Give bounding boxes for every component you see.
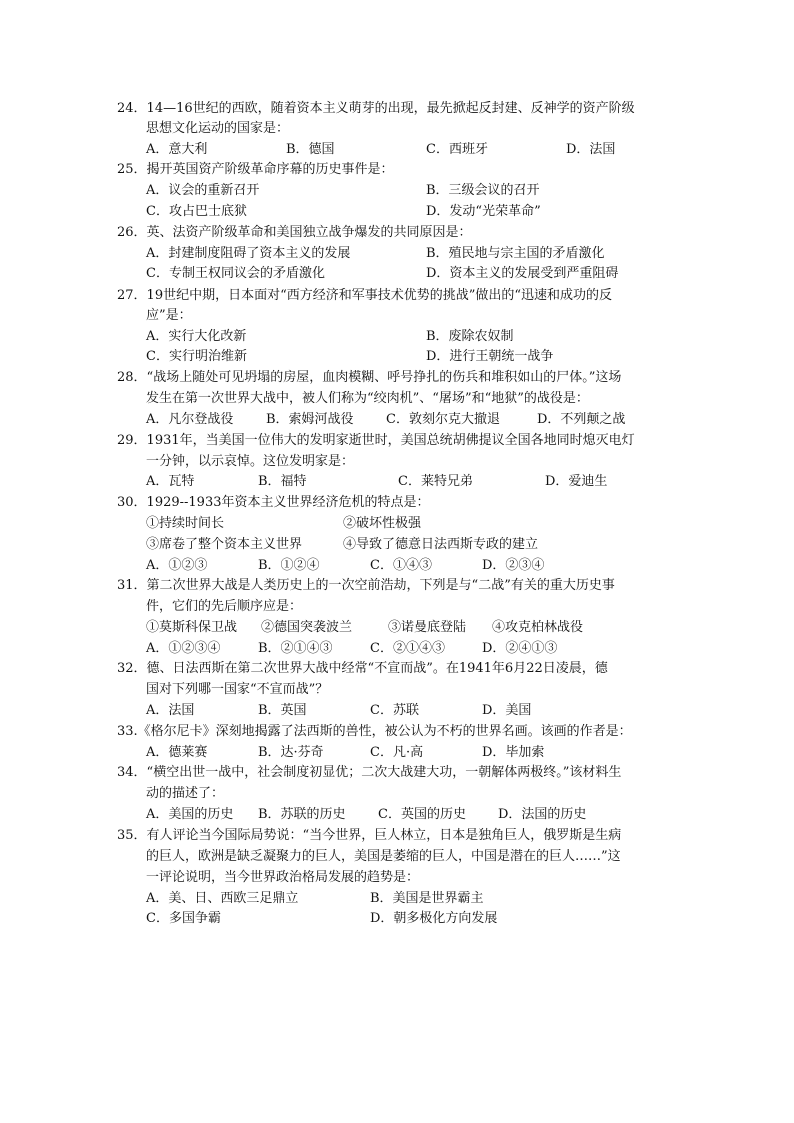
statement-3: ③席卷了整个资本主义世界 [146, 537, 303, 552]
option-c: C．西班牙 [426, 142, 488, 157]
option-b: B．福特 [258, 474, 307, 489]
option-b: B．②①④③ [258, 641, 333, 656]
option-d: D．毕加索 [482, 745, 545, 760]
option-a: A．美国的历史 [146, 807, 234, 822]
question-25-text: 25．揭开英国资产阶级革命序幕的历史事件是： [117, 162, 394, 177]
question-34-text: 动的描述了： [146, 786, 225, 801]
option-c: C．攻占巴士底狱 [146, 204, 247, 219]
question-27-text: 应”是： [146, 308, 192, 323]
option-d: D．发动“光荣革命” [426, 204, 541, 219]
question-24-text: 思想文化运动的国家是： [146, 121, 290, 136]
question-27-options [146, 327, 706, 347]
question-33-options [146, 743, 706, 763]
question-24-text: 24．14—16世纪的西欧，随着资本主义萌芽的出现，最先掀起反封建、反神学的资产阶级 [117, 101, 635, 116]
option-b: B．三级会议的召开 [426, 183, 540, 198]
option-d: D．不列颠之战 [537, 412, 626, 427]
option-a: A．意大利 [146, 142, 208, 157]
question-28-text: 28．“战场上随处可见坍塌的房屋，血肉模糊、呼号挣扎的伤兵和堆积如山的尸体。”这场 [117, 370, 622, 385]
option-c: C．专制王权同议会的矛盾激化 [146, 266, 325, 281]
question-29-text: 一分钟，以示哀悼。这位发明家是： [146, 454, 355, 469]
question-26-text: 26．英、法资产阶级革命和美国独立战争爆发的共同原因是： [117, 225, 472, 240]
option-b: B．苏联的历史 [258, 807, 346, 822]
question-35-options [146, 889, 706, 909]
question-34-text: 34．“横空出世一战中，社会制度初显优；二次大战建大功，一朝解体两极终。”该材料生 [117, 765, 622, 780]
option-a: A．实行大化改新 [146, 329, 247, 344]
option-c: C．①④③ [370, 558, 432, 573]
question-33-text: 33.《格尔尼卡》深刻地揭露了法西斯的兽性，被公认为不朽的世界名画。该画的作者是： [117, 724, 632, 739]
option-c: C．苏联 [370, 703, 419, 718]
question-32-text: 国对下列哪一国家“不宣而战”？ [146, 682, 329, 697]
option-a: A．凡尔登战役 [146, 412, 234, 427]
option-d: D．②③④ [482, 558, 545, 573]
option-b: B．废除农奴制 [426, 329, 514, 344]
option-a: A．美、日、西欧三足鼎立 [146, 891, 299, 906]
option-d: D．②④①③ [482, 641, 558, 656]
option-a: A．议会的重新召开 [146, 183, 260, 198]
option-a: A．德莱赛 [146, 745, 208, 760]
option-d: D．进行王朝统一战争 [426, 349, 554, 364]
event-1: ①莫斯科保卫战 [146, 620, 238, 635]
option-d: D．爱迪生 [545, 474, 608, 489]
question-31-options [146, 639, 706, 659]
question-25-options [146, 202, 706, 222]
option-b: B．①②④ [258, 558, 320, 573]
question-28-options [146, 410, 706, 430]
option-a: A．封建制度阻碍了资本主义的发展 [146, 246, 351, 261]
statement-1: ①持续时间长 [146, 516, 225, 531]
option-c: C．英国的历史 [378, 807, 466, 822]
question-30-items [146, 535, 706, 555]
question-35-text: 35．有人评论当今国际局势说：“当今世界，巨人林立，日本是独角巨人，俄罗斯是生病 [117, 828, 622, 843]
question-31-items [146, 618, 706, 638]
option-b: B．达·芬奇 [258, 745, 324, 760]
question-35-text: 一评论说明，当今世界政治格局发展的趋势是： [146, 870, 420, 885]
question-30-items [146, 514, 706, 534]
option-d: D．朝多极化方向发展 [370, 911, 498, 926]
option-b: B．德国 [286, 142, 335, 157]
question-31-text: 31．第二次世界大战是人类历史上的一次空前浩劫，下列是与“二战”有关的重大历史事 [117, 578, 615, 593]
option-b: B．索姆河战役 [266, 412, 354, 427]
event-2: ②德国突袭波兰 [261, 620, 353, 635]
option-a: A．瓦特 [146, 474, 195, 489]
question-30-text: 30．1929--1933年资本主义世界经济危机的特点是： [117, 495, 430, 510]
question-31-text: 件，它们的先后顺序应是： [146, 599, 303, 614]
question-32-text: 32．德、日法西斯在第二次世界大战中经常“不宣而战”。在1941年6月22日凌晨，德 [117, 661, 608, 676]
question-26-options [146, 264, 706, 284]
option-c: C．②①④③ [370, 641, 445, 656]
question-26-options [146, 244, 706, 264]
question-28-text: 发生在第一次世界大战中，被人们称为“绞肉机”、“屠场”和“地狱”的战役是： [146, 391, 589, 406]
question-30-options [146, 556, 706, 576]
event-4: ④攻克柏林战役 [492, 620, 584, 635]
option-c: C．敦刻尔克大撤退 [386, 412, 500, 427]
option-a: A．法国 [146, 703, 195, 718]
option-c: C．多国争霸 [146, 911, 221, 926]
option-b: B．英国 [258, 703, 307, 718]
event-3: ③诺曼底登陆 [388, 620, 467, 635]
question-29-options [146, 472, 706, 492]
option-d: D．法国 [566, 142, 616, 157]
option-b: B．美国是世界霸主 [370, 891, 484, 906]
question-35-text: 的巨人，欧洲是缺乏凝聚力的巨人，美国是萎缩的巨人，中国是潜在的巨人……”这 [146, 849, 621, 864]
option-a: A．①②③④ [146, 641, 221, 656]
question-25-options [146, 181, 706, 201]
option-c: C．实行明治维新 [146, 349, 247, 364]
question-34-options [146, 805, 706, 825]
question-27-options [146, 347, 706, 367]
option-d: D．资本主义的发展受到严重阻碍 [426, 266, 619, 281]
question-35-options [146, 909, 706, 929]
option-a: A．①②③ [146, 558, 208, 573]
option-d: D．美国 [482, 703, 532, 718]
option-d: D．法国的历史 [498, 807, 587, 822]
statement-4: ④导致了德意日法西斯专政的建立 [343, 537, 539, 552]
option-c: C．凡·高 [370, 745, 424, 760]
option-c: C．莱特兄弟 [398, 474, 473, 489]
question-29-text: 29．1931年，当美国一位伟大的发明家逝世时，美国总统胡佛提议全国各地同时熄灭电灯 [117, 433, 635, 448]
question-27-text: 27．19世纪中期，日本面对“西方经济和军事技术优势的挑战”做出的“迅速和成功的反 [117, 288, 613, 303]
question-24-options [146, 140, 706, 160]
statement-2: ②破坏性极强 [343, 516, 422, 531]
question-32-options [146, 701, 706, 721]
option-b: B．殖民地与宗主国的矛盾激化 [426, 246, 605, 261]
